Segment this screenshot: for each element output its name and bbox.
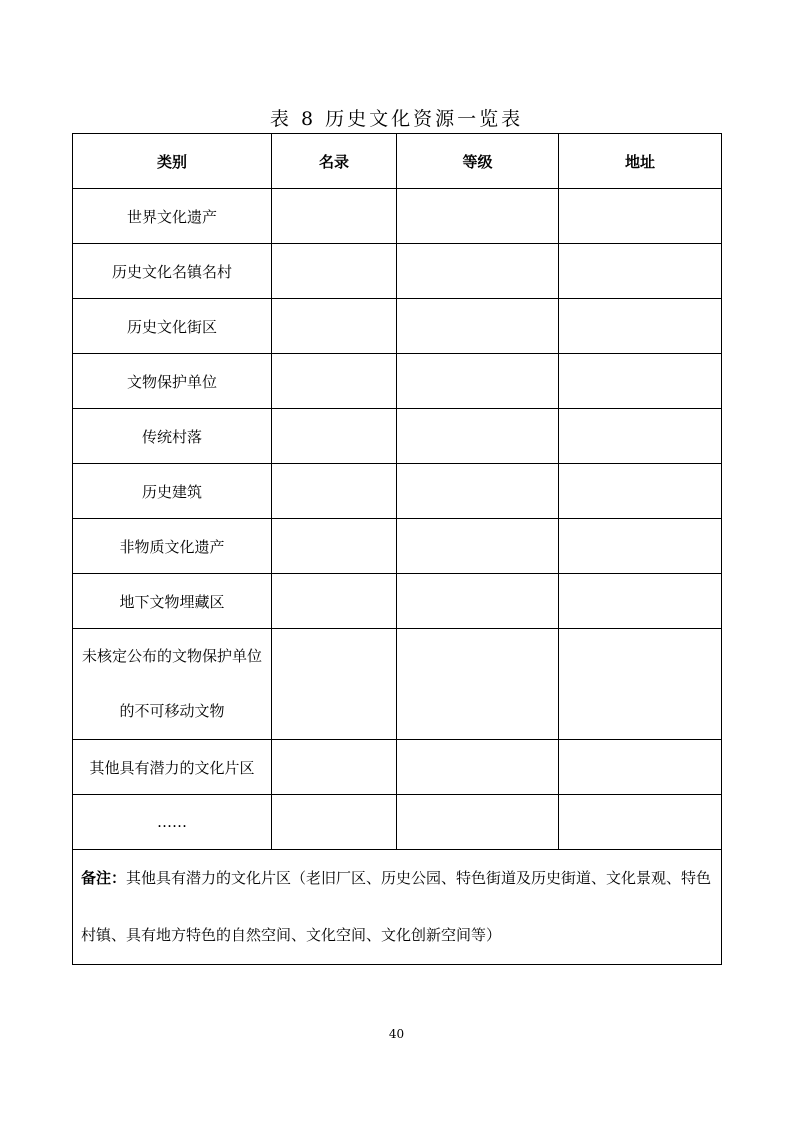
table-row: [73, 795, 722, 850]
level-cell: [397, 354, 559, 409]
address-cell: [559, 795, 722, 850]
name-cell: [272, 189, 397, 244]
category-text: 未核定公布的文物保护单位的不可移动文物: [82, 647, 263, 720]
level-cell: [397, 795, 559, 850]
table-row: [73, 299, 722, 354]
name-cell: [272, 574, 397, 629]
name-cell: [272, 740, 397, 795]
category-cell: 非物质文化遗产: [73, 519, 272, 574]
name-cell: [272, 519, 397, 574]
category-cell: 文物保护单位: [73, 354, 272, 409]
address-cell: [559, 409, 722, 464]
level-cell: [397, 299, 559, 354]
category-cell: [73, 629, 272, 740]
table-row: [73, 189, 722, 244]
name-cell: [272, 409, 397, 464]
category-cell: 历史文化街区: [73, 299, 272, 354]
table-row: [73, 464, 722, 519]
table-row: [73, 244, 722, 299]
header-address: 地址: [559, 134, 722, 189]
address-cell: [559, 354, 722, 409]
level-cell: [397, 244, 559, 299]
address-cell: [559, 189, 722, 244]
resource-table: [72, 133, 722, 965]
level-cell: [397, 629, 559, 740]
level-cell: [397, 464, 559, 519]
level-cell: [397, 740, 559, 795]
category-cell: 历史文化名镇名村: [73, 244, 272, 299]
level-cell: [397, 574, 559, 629]
address-cell: [559, 244, 722, 299]
name-cell: [272, 795, 397, 850]
table-row: [73, 574, 722, 629]
level-cell: [397, 189, 559, 244]
header-row: [73, 134, 722, 189]
table-title: 表 8 历史文化资源一览表: [269, 108, 524, 130]
note-label: 备注：: [81, 869, 127, 887]
level-cell: [397, 519, 559, 574]
table-row: [73, 629, 722, 740]
address-cell: [559, 299, 722, 354]
header-category: 类别: [73, 134, 272, 189]
table-row: [73, 354, 722, 409]
table-row: [73, 740, 722, 795]
name-cell: [272, 244, 397, 299]
category-cell: 传统村落: [73, 409, 272, 464]
level-cell: [397, 409, 559, 464]
note-cell: [73, 850, 722, 965]
address-cell: [559, 574, 722, 629]
address-cell: [559, 519, 722, 574]
page-number: 40: [388, 1027, 405, 1041]
header-name: 名录: [272, 134, 397, 189]
address-cell: [559, 740, 722, 795]
table-row: [73, 519, 722, 574]
name-cell: [272, 354, 397, 409]
name-cell: [272, 299, 397, 354]
category-cell: 其他具有潜力的文化片区: [73, 740, 272, 795]
name-cell: [272, 629, 397, 740]
category-cell: 地下文物埋藏区: [73, 574, 272, 629]
note-text: 其他具有潜力的文化片区（老旧厂区、历史公园、特色街道及历史街道、文化景观、特色村镇、具有地方特色的自然空间、文化空间、文化创新空间等）: [81, 869, 712, 944]
table-row: [73, 409, 722, 464]
header-level: 等级: [397, 134, 559, 189]
address-cell: [559, 629, 722, 740]
category-cell: 世界文化遗产: [73, 189, 272, 244]
note-row: [73, 850, 722, 965]
category-cell: ……: [73, 795, 272, 850]
address-cell: [559, 464, 722, 519]
name-cell: [272, 464, 397, 519]
category-cell: 历史建筑: [73, 464, 272, 519]
